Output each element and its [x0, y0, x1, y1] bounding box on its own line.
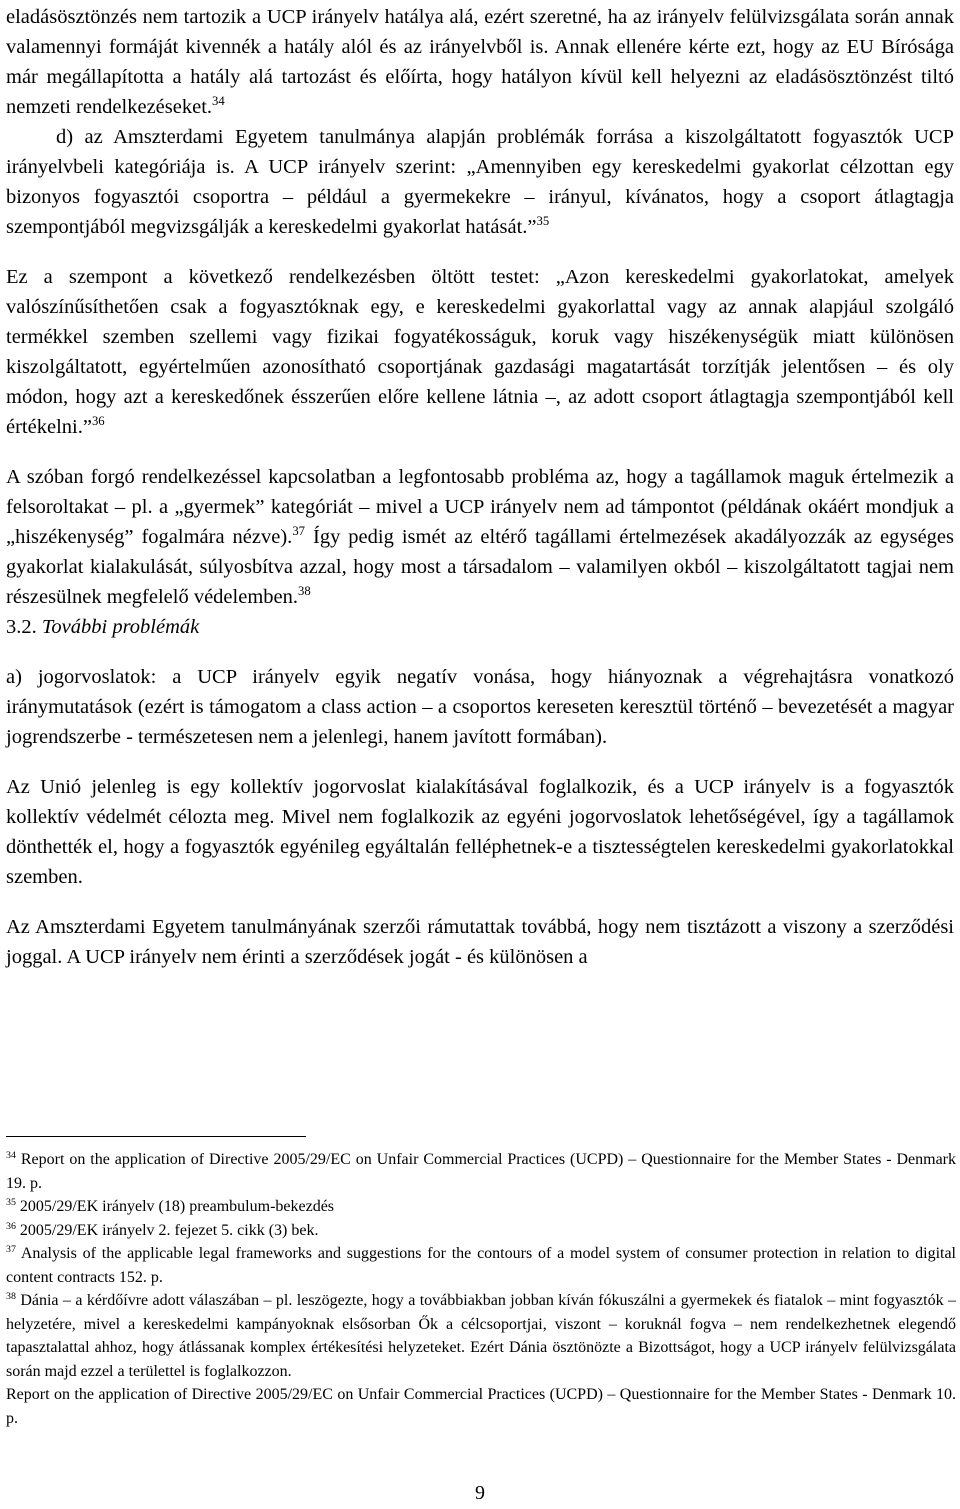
- section-title: További problémák: [41, 616, 200, 638]
- footnote-separator: [6, 1136, 306, 1137]
- page-number: 9: [475, 1482, 485, 1504]
- footnote-35: $^{35}$ 2005/29/EK irányelv (18) preambulum-bekezdés: [6, 1196, 335, 1215]
- footnote-38: $^{38}$ Dánia – a kérdőívre adott válaszában – pl. leszögezte, hogy a továbbiakban jobban kíván fókuszálni a gyermekek és fiatalok – mint fogyasztók – helyzetére, mivel a kereskedelmi kampányoknak elsősorban Ők a célcsoportjai, viszont – koruknál fogva – nem rendelkezhetnek elegendő tapasztalattal ahhoz, hogy átlássanak komplex értékesítési helyzeteket. Ezért Dánia ösztönözte a Bizottságot, hogy a UCP irányelv felülvizsgálata során majd ezzel a területtel is foglalkozzon.: [6, 1290, 956, 1380]
- footnote-ref-35[interactable]: 35: [536, 214, 550, 229]
- section-heading: [6, 612, 954, 642]
- section-number: 3.2.: [6, 616, 37, 638]
- paragraph-5: a) jogorvoslatok: a UCP irányelv egyik negatív vonása, hogy hiányoznak a végrehajtásra vonatkozó iránymutatások (ezért is támogatom a class action – a csoportos kereseten keresztül történő – bevezetését a magyar jogrendszerbe - természetesen nem a jelenlegi, hanem javított formában).: [6, 666, 954, 748]
- paragraph-2: d) az Amszterdami Egyetem tanulmánya alapján problémák forrása a kiszolgáltatott fogyasztók UCP irányelvbeli kategóriája is. A UCP irányelv szerint: „Amennyiben egy kereskedelmi gyakorlat célzottan egy bizonyos fogyasztói csoportra – például a gyermekekre – irányul, kívánatos, hogy a csoport átlagtagja szempontjából megvizsgálják a kereskedelmi gyakorlat hatását.”$^{35}$: [6, 126, 954, 238]
- main-text: [6, 2, 954, 972]
- footnote-ref-38[interactable]: 38: [298, 584, 311, 599]
- paragraph-6: Az Unió jelenleg is egy kollektív jogorvoslat kialakításával foglalkozik, és a UCP irányelv is a fogyasztók kollektív védelmét célozta meg. Mivel nem foglalkozik az egyéni jogorvoslatok lehetőségével, így a tagállamok dönthették el, hogy a fogyasztók egyénileg egyáltalán felléphetnek-e a tisztességtelen kereskedelmi gyakorlatokkal szemben.: [6, 776, 954, 888]
- footnote-38-continuation: Report on the application of Directive 2005/29/EC on Unfair Commercial Practices (UCPD) – Questionnaire for the Member States - Denmark 10. p.: [6, 1386, 956, 1427]
- paragraph-3: Ez a szempont a következő rendelkezésben öltött testet: „Azon kereskedelmi gyakorlatokat, amelyek valószínűsíthetően csak a fogyasztóknak egy, e kereskedelmi gyakorlattal vagy az annak alapjául szolgáló termékkel szemben szellemi vagy fizikai fogyatékosságuk, koruk vagy hiszékenységük miatt különösen kiszolgáltatott, egyértelműen azonosítható csoportjának gazdasági magatartását torzítják jelentősen – és oly módon, hogy azt a kereskedőnek ésszerűen előre kellene látnia –, az adott csoport átlagtagja szempontjából kell értékelni.”$^{36}$: [6, 266, 954, 438]
- footnote-36: $^{36}$ 2005/29/EK irányelv 2. fejezet 5. cikk (3) bek.: [6, 1220, 319, 1239]
- paragraph-1: eladásösztönzés nem tartozik a UCP irányelv hatálya alá, ezért szeretné, ha az irányelv felülvizsgálata során annak valamennyi formáját kivennék a hatály alól és az irányelvből is. Annak ellenére kérte ezt, hogy az EU Bírósága már megállapította a hatály alá tartozást és előírta, hogy hatályon kívül kell helyezni az eladásösztönzést tiltó nemzeti rendelkezéseket.$^{34}$: [6, 6, 954, 118]
- footnote-ref-34[interactable]: 34: [212, 94, 225, 109]
- footnote-ref-37[interactable]: 37: [292, 524, 306, 539]
- footnote-37: $^{37}$ Analysis of the applicable legal frameworks and suggestions for the contours of a model system of consumer protection in relation to digital content contracts 152. p.: [6, 1243, 957, 1286]
- footnotes: [6, 1148, 956, 1430]
- paragraph-4: A szóban forgó rendelkezéssel kapcsolatban a legfontosabb probléma az, hogy a tagállamok maguk értelmezik a felsoroltakat – pl. a „gyermek” kategóriát – mivel a UCP irányelv nem ad támpontot (példának okáért mondjuk a „hiszékenység” fogalmára nézve).$^{37}$ Így pedig ismét az eltérő tagállami értelmezések akadályozzák az egységes gyakorlat kialakulását, súlyosbítva azzal, hogy most a társadalom – valamilyen okból – kiszolgáltatott tagjai nem részesülnek megfelelő védelemben.$^{38}$: [6, 466, 954, 608]
- paragraph-7: Az Amszterdami Egyetem tanulmányának szerzői rámutattak továbbá, hogy nem tisztázott a viszony a szerződési joggal. A UCP irányelv nem érinti a szerződések jogát - és különösen a: [6, 916, 954, 968]
- footnote-34: $^{34}$ Report on the application of Directive 2005/29/EC on Unfair Commercial Practices (UCPD) – Questionnaire for the Member States - Denmark 19. p.: [6, 1149, 957, 1192]
- footnote-ref-36[interactable]: 36: [91, 414, 105, 429]
